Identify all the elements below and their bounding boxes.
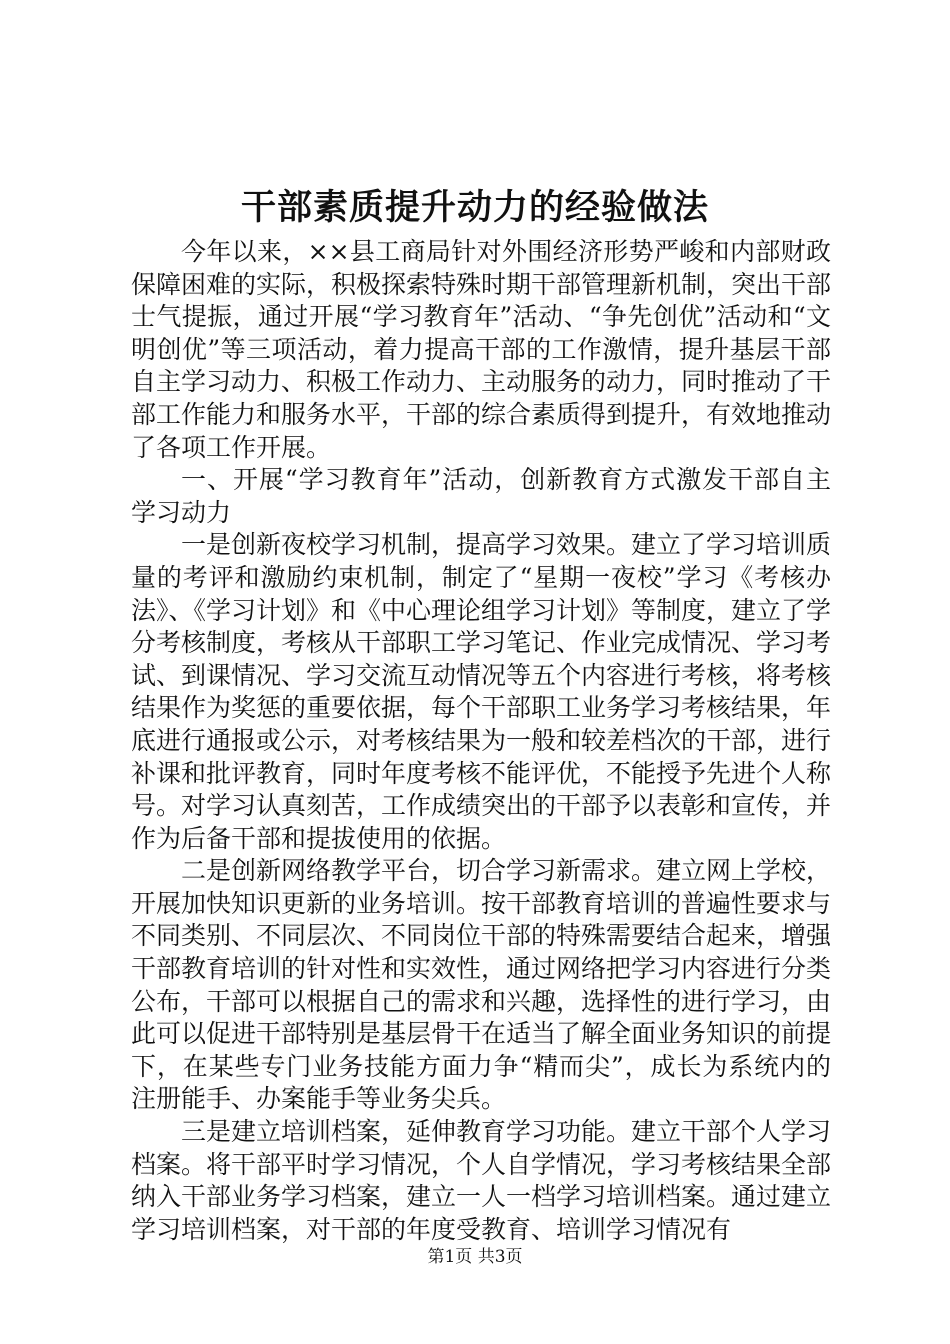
paragraph-item-2: 二是创新网络教学平台，切合学习新需求。建立网上学校，开展加快知识更新的业务培训。按干部教育培训的普遍性要求与不同类别、不同层次、不同岗位干部的特殊需要结合起来，增强干部教育培训的针对性和实效性，通过网络把学习内容进行分类公布，干部可以根据自己的需求和兴趣，选择性的进行学习，由此可以促进干部特别是基层骨干在适当了解全面业务知识的前提下，在某些专门业务技能方面力争“精而尖”，成长为系统内的注册能手、办案能手等业务尖兵。 bbox=[131, 856, 832, 1114]
paragraph-item-1: 一是创新夜校学习机制，提高学习效果。建立了学习培训质量的考评和激励约束机制，制定了“星期一夜校”学习《考核办法》、《学习计划》和《中心理论组学习计划》等制度，建立了学分考核制度，考核从干部职工学习笔记、作业完成情况、学习考试、到课情况、学习交流互动情况等五个内容进行考核，将考核结果作为奖惩的重要依据，每个干部职工业务学习考核结果，年底进行通报或公示，对考核结果为一般和较差档次的干部，进行补课和批评教育，同时年度考核不能评优，不能授予先进个人称号。对学习认真刻苦，工作成绩突出的干部予以表彰和宣传，并作为后备干部和提拔使用的依据。 bbox=[131, 530, 832, 853]
section-heading-1: 一、开展“学习教育年”活动，创新教育方式激发干部自主学习动力 bbox=[131, 465, 831, 527]
page-footer: 第1页 共3页 bbox=[427, 1247, 523, 1267]
paragraph-intro: 今年以来，××县工商局针对外围经济形势严峻和内部财政保障困难的实际，积极探索特殊时期干部管理新机制，突出干部士气提振，通过开展“学习教育年”活动、“争先创优”活动和“文明创优”等三项活动，着力提高干部的工作激情，提升基层干部自主学习动力、积极工作动力、主动服务的动力，同时推动了干部工作能力和服务水平，干部的综合素质得到提升，有效地推动了各项工作开展。 bbox=[131, 237, 832, 462]
document-body bbox=[131, 236, 831, 1246]
document-title: 干部素质提升动力的经验做法 bbox=[240, 187, 709, 228]
paragraph-item-3: 三是建立培训档案，延伸教育学习功能。建立干部个人学习档案。将干部平时学习情况，个人自学情况，学习考核结果全部纳入干部业务学习档案，建立一人一档学习培训档案。通过建立学习培训档案，对干部的年度受教育、培训学习情况有 bbox=[131, 1117, 832, 1244]
